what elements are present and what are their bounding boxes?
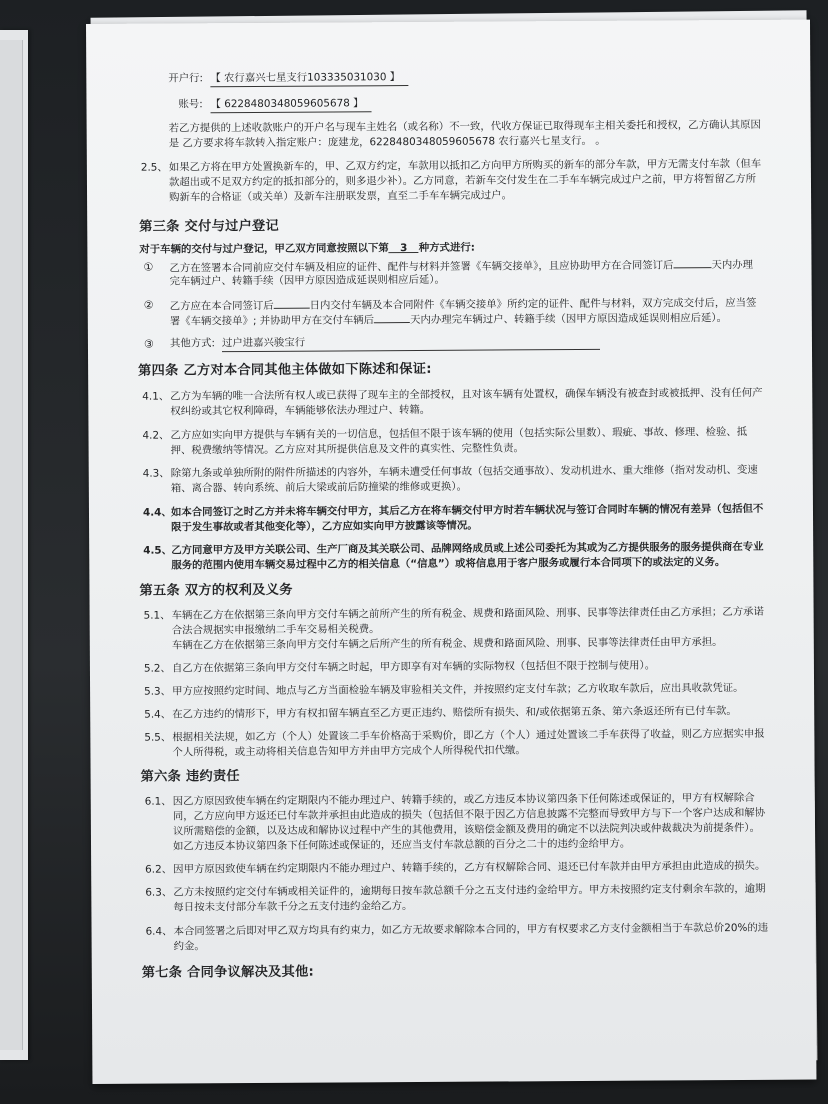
clause-5-1-line1: 车辆在乙方在依据第三条向甲方交付车辆之前所产生的所有税金、规费和路面风险、刑事、民事等法律责任由乙方承担；乙方承诺 <box>171 605 764 622</box>
clause-4-5-line1: 乙方同意甲方及甲方关联公司、生产厂商及其关联公司、品牌网络成员或上述公司委托为其或为乙方提供服务的服务提供商在专业 <box>171 540 764 557</box>
section-3-intro-suffix: 种方式进行: <box>418 241 475 254</box>
clause-2-5-line1: 如果乙方将在甲方处置换新车的，甲、乙双方约定，车款用以抵扣乙方向甲方所购买的新车的部分车款，甲方无需支付车款（但车 <box>168 157 762 174</box>
section-3-title: 第三条 交付与过户登记 <box>139 218 280 235</box>
clause-5-2-line1: 自乙方在依据第三条向甲方交付车辆之时起，甲方即享有对车辆的实际物权（包括但不限于控制与使用）。 <box>171 659 656 675</box>
clause-5-1-line3: 车辆在乙方在依据第三条向甲方交付车辆之后所产生的所有税金、规费和路面风险、刑事、民事等法律责任由甲方承担。 <box>171 636 723 652</box>
section-6-title: 第六条 违约责任 <box>140 769 240 785</box>
account-number-value: 【 6228480348059605678 】 <box>210 96 371 113</box>
bank-label: 开户行: <box>168 72 204 85</box>
clause-4-1-number: 4.1、 <box>142 390 170 403</box>
clause-4-3-number: 4.3、 <box>142 467 170 480</box>
section-7-title: 第七条 合同争议解决及其他: <box>141 964 315 981</box>
clause-4-2-line1: 乙方应如实向甲方提供与车辆有关的一切信息，包括但不限于该车辆的使用（包括实际公里数）、瑕疵、事故、修理、检验、抵 <box>170 425 748 442</box>
clause-4-2-line2: 押、税费缴纳等情况。乙方应对其所提供信息及文件的真实性、完整性负责。 <box>170 442 524 457</box>
clause-5-4-number: 5.4、 <box>144 708 172 721</box>
clause-5-5-line1: 根据相关法规，如乙方（个人）处置该二手车价格高于采购价，即乙方（个人）通过处置该二手车获得了收益，则乙方应据实申报 <box>172 727 765 744</box>
clause-4-1-line2: 权纠纷或其它权利障碍，车辆能够依法办理过户、转籍。 <box>170 403 431 418</box>
clause-6-1-line1: 因乙方原因致使车辆在约定期限内不能办理过户、转籍手续的，或乙方违反本协议第四条下任何陈述或保证的，甲方有权解除合 <box>172 791 755 808</box>
option-2-text: 乙方应在本合同签订后 <box>169 299 274 313</box>
clause-4-2-number: 4.2、 <box>142 429 170 442</box>
clause-6-1-number: 6.1、 <box>144 795 172 808</box>
clause-5-3-number: 5.3、 <box>144 685 172 698</box>
option-2-days-blank <box>274 297 310 309</box>
option-1-text-suffix: 天内办理 <box>711 258 754 272</box>
option-2-marker: ② <box>143 298 154 312</box>
payment-note-line1: 若乙方提供的上述收款账户的开户名与现车主姓名（或名称）不一致，代收方保证已取得现车主相关委托和授权，乙方确认其原因 <box>168 118 761 135</box>
clause-5-2-number: 5.2、 <box>143 662 171 675</box>
option-1-marker: ① <box>143 260 154 274</box>
clause-4-3-line1: 除第九条或单独所附的附件所描述的内容外，车辆未遭受任何事故（包括交通事故）、发动机进水、重大维修（指对发动机、变速 <box>170 463 758 480</box>
clause-5-5-number: 5.5、 <box>144 731 172 744</box>
option-1-line2: 完车辆过户、转籍手续（因甲方原因造成延误则相应后延）。 <box>169 273 445 288</box>
option-3-marker: ③ <box>143 337 154 351</box>
option-2-text-suffix: 日内交付车辆及本合同附件《车辆交接单》所约定的证件、配件与材料，双方完成交付后，应当签 <box>309 296 757 312</box>
payment-note-line2: 是 乙方要求将车款转入指定账户：庞建龙，6228480348059605678 农行嘉兴七星支行。 。 <box>168 134 606 150</box>
clause-5-5-line2: 个人所得税，或主动将相关信息告知甲方并由甲方完成个人所得税代扣代缴。 <box>172 744 526 759</box>
section-3-intro-text: 对于车辆的交付与过户登记，甲乙双方同意按照以下第 <box>139 242 389 256</box>
option-2-line2 <box>170 309 727 329</box>
clause-6-2-line1: 因甲方原因致使车辆在约定期限内不能办理过户、转籍手续的，乙方有权解除合同、退还已付车款并由甲方承担由此造成的损失。 <box>173 859 766 876</box>
section-5-title: 第五条 双方的权利及义务 <box>139 582 293 599</box>
clause-5-1-number: 5.1、 <box>143 609 171 622</box>
clause-6-3-line2: 每日按未支付部分车款千分之五支付违约金给乙方。 <box>173 900 413 914</box>
bank-value: 【 农行嘉兴七星支行103335031030 】 <box>210 70 408 87</box>
clause-5-4-line1: 在乙方违约的情形下，甲方有权扣留车辆直至乙方更正违约、赔偿所有损失、和/或依据第五条、第六条返还所有已付车款。 <box>172 705 737 721</box>
option-2-text2-suffix: 天内办理完车辆过户、转籍手续（因甲方原因造成延误则相应后延）。 <box>410 312 727 327</box>
clause-6-4-number: 6.4、 <box>145 925 173 938</box>
clause-6-3-number: 6.3、 <box>145 886 173 899</box>
section-3-intro <box>139 241 475 258</box>
clause-4-3-line2: 箱、离合器、转向系统、前后大梁或前后防撞梁的维修或更换）。 <box>170 480 468 495</box>
clause-4-4-line1: 如本合同签订之时乙方并未将车辆交付甲方，其后乙方在将车辆交付甲方时若车辆状况与签订合同时车辆的情况有差异（包括但不 <box>170 502 764 519</box>
section-3-method-value: 3 <box>389 241 419 253</box>
clause-4-5-number: 4.5、 <box>143 544 173 557</box>
option-2-text2: 署《车辆交接单》; 并协助甲方在交付车辆后 <box>169 314 375 328</box>
account-number-label: 账号: <box>178 98 203 111</box>
clause-4-1-line1: 乙方为车辆的唯一合法所有权人或已获得了现车主的全部授权，且对该车辆有处置权，确保车辆没有被查封或被抵押、没有任何产 <box>170 386 763 403</box>
option-1-days-blank <box>673 256 711 268</box>
clause-6-1-line2: 同，乙方应向甲方返还已付车款并承担由此造成的损失（包括但不限于因乙方信息披露不完整而导致甲方与下一个客户达成和解协 <box>172 806 766 823</box>
clause-5-1-line2: 合法合规据实申报缴纳二手车交易相关税费。 <box>171 623 380 637</box>
underlying-paper-edge <box>0 40 23 1050</box>
clause-2-5-number: 2.5、 <box>140 161 168 174</box>
option-3-value: 过户进嘉兴骏宝行 <box>222 334 600 352</box>
contract-page <box>86 20 816 1084</box>
option-1-text: 乙方在签署本合同前应交付车辆及相应的证件、配件与材料并签署《车辆交接单》，且应协助甲方在合同签订后 <box>169 259 674 275</box>
clause-6-2-number: 6.2、 <box>145 863 173 876</box>
clause-5-3-line1: 甲方应按照约定时间、地点与乙方当面检验车辆及审验相关文件，并按照约定支付车款；乙方收取车款后，应出具收款凭证。 <box>172 681 744 698</box>
clause-6-1-line4: 如乙方违反本协议第四条下任何陈述或保证的，还应当支付车款总额的百分之二十的违约金给甲方。 <box>172 837 631 853</box>
option-2-days-blank2 <box>374 311 410 323</box>
clause-2-5-line2: 款超出或不足双方约定的抵扣部分的，则多退少补）。乙方同意，若新车交付发生在二手车车辆完成过户之前，甲方将暂留乙方所 <box>168 172 757 189</box>
section-4-title: 第四条 乙方对本合同其他主体做如下陈述和保证: <box>138 361 432 379</box>
clause-6-1-line3: 议所需赔偿的金额，以及达成和解协议过程中产生的其他费用，该赔偿金额及费用的确定不以法院判决或仲裁裁决为前提条件）。 <box>172 821 761 838</box>
clause-2-5-line3: 购新车的合格证（或关单）及新车注册联发票，直至二手车车辆完成过户。 <box>169 189 512 204</box>
clause-6-3-line1: 乙方未按照约定交付车辆或相关证件的，逾期每日按车款总额千分之五支付违约金给甲方。甲方未按照约定支付剩余车款的，逾期 <box>173 882 766 899</box>
clause-6-4-line1: 本合同签署之后即对甲乙双方均具有约束力，如乙方无故要求解除本合同的，甲方有权要求乙方支付金额相当于车款总价20%的违 <box>173 921 769 938</box>
clause-4-4-line2: 限于发生事故或者其他变化等），乙方应如实向甲方披露该等情况。 <box>171 519 478 534</box>
clause-6-4-line2: 约金。 <box>173 940 205 953</box>
clause-4-4-number: 4.4、 <box>142 506 172 519</box>
option-3-label: 其他方式: <box>169 337 216 350</box>
clause-4-5-line2: 服务的范围内使用车辆交易过程中乙方的相关信息（“信息”）或将信息用于客户服务或履行本合同项下的或法定的义务。 <box>171 556 726 572</box>
